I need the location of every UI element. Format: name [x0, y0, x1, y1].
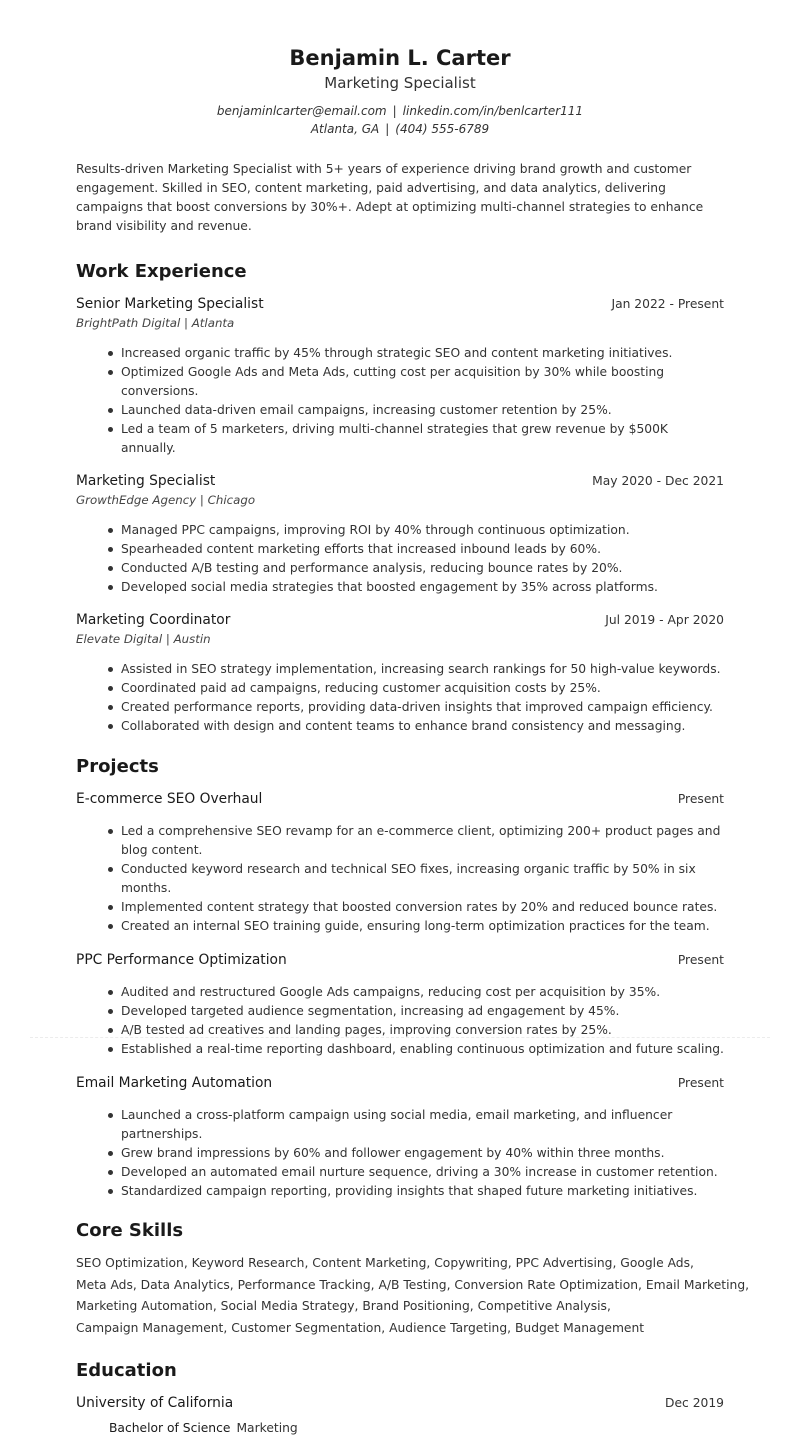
bullet-item: Spearheaded content marketing efforts that increased inbound leads by 60%.: [121, 540, 724, 559]
bullet-item: Led a team of 5 marketers, driving multi-channel strategies that grew revenue by $500K annually.: [121, 420, 724, 458]
skills-list: [76, 1253, 750, 1339]
bullet-item: Optimized Google Ads and Meta Ads, cutting cost per acquisition by 30% while boosting conversions.: [121, 363, 724, 401]
job-title: Senior Marketing Specialist: [76, 296, 264, 312]
linkedin-link[interactable]: linkedin.com/in/benlcarter111: [402, 104, 584, 118]
contact-line-online: [76, 102, 724, 120]
section-title-skills: Core Skills: [76, 1220, 184, 1241]
bullet-item: Led a comprehensive SEO revamp for an e-commerce client, optimizing 200+ product pages and blog content.: [121, 822, 724, 860]
bullet-item: Launched a cross-platform campaign using social media, email marketing, and influencer partnerships.: [121, 1106, 724, 1144]
skills-line: SEO Optimization, Keyword Research, Content Marketing, Copywriting, PPC Advertising, Google Ads,: [76, 1256, 694, 1270]
contact-line-location: [76, 120, 724, 138]
phone-number[interactable]: (404) 555-6789: [395, 122, 490, 136]
bullet-item: Audited and restructured Google Ads campaigns, reducing cost per acquisition by 35%.: [121, 983, 724, 1002]
job-date: Jul 2019 - Apr 2020: [605, 613, 724, 627]
location-text: Atlanta, GA: [310, 122, 380, 136]
job-entry: [76, 294, 724, 458]
job-company: BrightPath Digital | Atlanta: [76, 316, 235, 330]
bullet-item: Launched data-driven email campaigns, increasing customer retention by 25%.: [121, 401, 724, 420]
bullet-item: Standardized campaign reporting, providing insights that shaped future marketing initiatives.: [121, 1182, 724, 1201]
job-title: Marketing Specialist: [76, 473, 216, 489]
contact-separator: |: [385, 122, 390, 136]
job-bullets: [76, 344, 724, 458]
project-title: PPC Performance Optimization: [76, 952, 287, 968]
bullet-item: Developed social media strategies that boosted engagement by 35% across platforms.: [121, 578, 724, 597]
degree-field: Marketing: [236, 1421, 298, 1435]
skills-section: [76, 1219, 750, 1339]
work-experience-section: [76, 260, 724, 736]
bullet-item: Collaborated with design and content teams to enhance brand consistency and messaging.: [121, 717, 724, 736]
job-bullets: [76, 660, 724, 736]
project-date: Present: [677, 953, 724, 967]
section-title-work: Work Experience: [76, 261, 247, 282]
bullet-item: Assisted in SEO strategy implementation, increasing search rankings for 50 high-value keywords.: [121, 660, 724, 679]
skills-line: Campaign Management, Customer Segmentation, Audience Targeting, Budget Management: [76, 1320, 645, 1335]
bullet-item: Grew brand impressions by 60% and follower engagement by 40% within three months.: [121, 1144, 724, 1163]
education-entry: [76, 1393, 724, 1413]
bullet-item: Managed PPC campaigns, improving ROI by 40% through continuous optimization.: [121, 521, 724, 540]
project-entry: [76, 789, 724, 936]
degree-name: Bachelor of Science: [109, 1421, 231, 1435]
project-entry: [76, 950, 724, 1059]
graduation-date: Dec 2019: [665, 1396, 724, 1410]
job-entry: [76, 610, 724, 736]
project-entry: [76, 1073, 724, 1201]
bullet-item: Developed targeted audience segmentation, increasing ad engagement by 45%.: [121, 1002, 724, 1021]
bullet-item: A/B tested ad creatives and landing pages, improving conversion rates by 25%.: [121, 1021, 724, 1040]
education-section: [76, 1359, 724, 1438]
bullet-item: Increased organic traffic by 45% through strategic SEO and content marketing initiatives.: [121, 344, 724, 363]
skills-line: Marketing Automation, Social Media Strategy, Brand Positioning, Competitive Analysis,: [76, 1299, 611, 1313]
page-break-divider: [30, 1037, 770, 1038]
bullet-item: Developed an automated email nurture sequence, driving a 30% increase in customer retention.: [121, 1163, 724, 1182]
school-name: University of California: [76, 1395, 234, 1411]
job-date: May 2020 - Dec 2021: [592, 474, 724, 488]
job-company: Elevate Digital | Austin: [76, 632, 211, 646]
bullet-item: Implemented content strategy that boosted conversion rates by 20% and reduced bounce rates.: [121, 898, 724, 917]
resume-header: [76, 0, 724, 138]
section-title-education: Education: [76, 1360, 177, 1381]
project-date: Present: [677, 1076, 724, 1090]
bullet-item: Created an internal SEO training guide, ensuring long-term optimization practices for the team.: [121, 917, 724, 936]
projects-section: [76, 755, 724, 1201]
candidate-name: Benjamin L. Carter: [289, 46, 511, 70]
bullet-item: Created performance reports, providing data-driven insights that improved campaign efficiency.: [121, 698, 724, 717]
email-link[interactable]: benjaminlcarter@email.com: [216, 104, 387, 118]
candidate-role: Marketing Specialist: [324, 74, 476, 92]
section-title-projects: Projects: [76, 756, 159, 777]
bullet-item: Conducted A/B testing and performance analysis, reducing bounce rates by 20%.: [121, 559, 724, 578]
professional-summary: Results-driven Marketing Specialist with 5+ years of experience driving brand growth and customer engagement. Skilled in SEO, content marketing, paid advertising, and data analytics, delivering campaigns that boost conversions by 30%+. Adept at optimizing multi-channel strategies to enhance brand visibility and revenue.: [76, 162, 704, 233]
project-bullets: [76, 822, 724, 936]
project-title: Email Marketing Automation: [76, 1075, 273, 1091]
job-title: Marketing Coordinator: [76, 612, 231, 628]
project-date: Present: [677, 792, 724, 806]
bullet-item: Established a real-time reporting dashboard, enabling continuous optimization and future scaling.: [121, 1040, 724, 1059]
job-entry: [76, 471, 724, 597]
contact-separator: |: [392, 104, 397, 118]
project-bullets: [76, 1106, 724, 1201]
project-bullets: [76, 983, 724, 1059]
project-title: E-commerce SEO Overhaul: [76, 791, 263, 807]
job-date: Jan 2022 - Present: [611, 297, 724, 311]
job-bullets: [76, 521, 724, 597]
skills-line: Meta Ads, Data Analytics, Performance Tracking, A/B Testing, Conversion Rate Optimization, Email Marketing,: [76, 1277, 750, 1292]
degree-line: [76, 1418, 724, 1438]
bullet-item: Coordinated paid ad campaigns, reducing customer acquisition costs by 25%.: [121, 679, 724, 698]
job-company: GrowthEdge Agency | Chicago: [76, 493, 256, 507]
bullet-item: Conducted keyword research and technical SEO fixes, increasing organic traffic by 50% in six months.: [121, 860, 724, 898]
